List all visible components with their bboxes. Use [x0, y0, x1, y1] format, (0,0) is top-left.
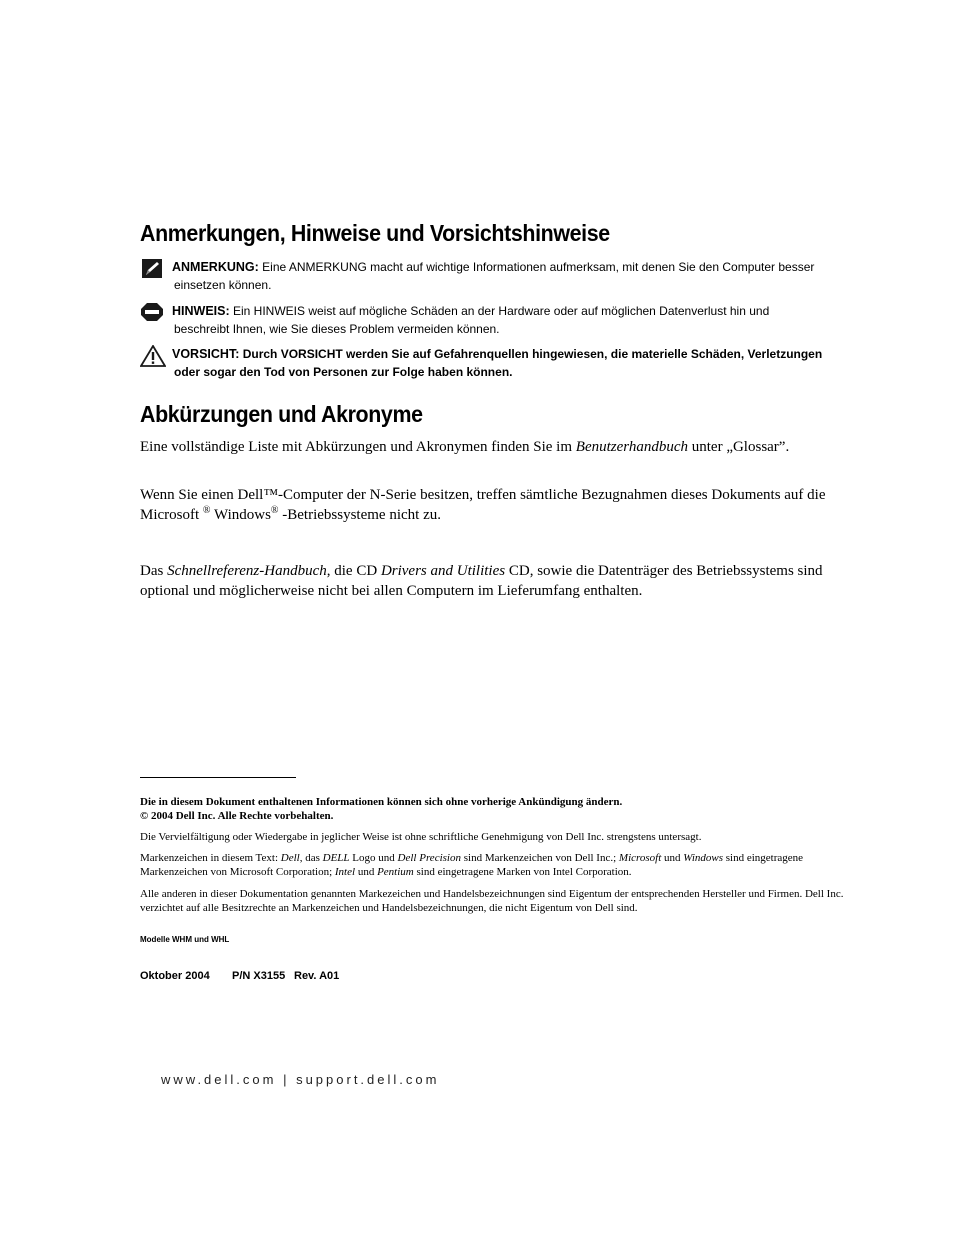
- caution-triangle-icon: [140, 345, 166, 367]
- paragraph-n-series: [140, 485, 845, 525]
- section-heading-notes: Anmerkungen, Hinweise und Vorsichtshinweise: [140, 220, 610, 246]
- note-text-cont: oder sogar den Tod von Personen zur Folge haben können.: [174, 365, 513, 379]
- text-run-italic: DELL: [322, 852, 350, 864]
- note-text: Durch VORSICHT werden Sie auf Gefahrenquellen hingewiesen, die materielle Schäden, Verletzungen: [239, 347, 823, 361]
- text-run: -Betriebssysteme nicht zu.: [278, 507, 441, 523]
- note-hinweis: [140, 302, 845, 338]
- text-run: Das: [140, 563, 168, 579]
- part-number: P/N X3155: [232, 970, 286, 982]
- copyright-line: © 2004 Dell Inc. Alle Rechte vorbehalten.: [140, 810, 334, 822]
- legal-notice-change: [140, 795, 845, 823]
- legal-other-trademarks: Alle anderen in dieser Dokumentation genannten Markezeichen und Handelsbezeichnungen sind Eigentum der entsprechenden Hersteller und Firmen. Dell Inc. verzichtet auf alle Besitzrechte an Markenzeichen und Handelsbezeichnungen, die nicht Eigentum von Dell sind.: [140, 888, 844, 914]
- text-run-italic: Dell Precision: [397, 852, 461, 864]
- legal-reproduction: Die Vervielfältigung oder Wiedergabe in jeglicher Weise ist ohne schriftliche Genehmigung von Dell Inc. strengstens untersagt.: [140, 831, 702, 843]
- text-run: und: [661, 852, 684, 864]
- notice-stop-icon: [140, 302, 166, 324]
- text-run-italic: Microsoft: [618, 852, 662, 864]
- note-label: VORSICHT:: [172, 347, 240, 361]
- text-run: Die in diesem Dokument enthaltenen Informationen können sich ohne vorherige Ankündigung ändern.: [140, 796, 623, 808]
- note-text-cont: einsetzen können.: [174, 278, 272, 292]
- legal-separator-rule: [140, 777, 296, 778]
- note-text: Ein HINWEIS weist auf mögliche Schäden an der Hardware oder auf möglichen Datenverlust hin und: [229, 304, 770, 318]
- registered-mark: ®: [270, 505, 279, 516]
- legal-trademarks: [140, 851, 845, 879]
- pencil-note-icon: [140, 258, 166, 280]
- note-text-cont: beschreibt Ihnen, wie Sie dieses Problem vermeiden können.: [174, 322, 500, 336]
- section-heading-abbreviations: Abkürzungen und Akronyme: [140, 401, 423, 427]
- note-vorsicht: [140, 345, 845, 381]
- registered-mark: ®: [202, 505, 211, 516]
- text-run: sind Markenzeichen von Dell Inc.;: [460, 852, 619, 864]
- revision: Rev. A01: [294, 970, 340, 982]
- note-text: Eine ANMERKUNG macht auf wichtige Informationen aufmerksam, mit denen Sie den Computer besser: [258, 260, 815, 274]
- paragraph-optional-media: [140, 561, 845, 601]
- text-run: CD, sowie die Datenträger des Betriebssystems sind optional und möglicherweise nicht bei allen Computern im Lieferumfang enthalten.: [140, 563, 823, 599]
- text-run: und: [355, 866, 378, 878]
- text-run: , das: [299, 852, 323, 864]
- text-run-italic: Intel: [334, 866, 356, 878]
- text-run-italic: Dell: [280, 852, 300, 864]
- text-run: Eine vollständige Liste mit Abkürzungen und Akronymen finden Sie im: [140, 439, 576, 455]
- text-run: Wenn Sie einen Dell™-Computer der N-Serie besitzen, treffen sämtliche Bezugnahmen dieses Dokuments auf die Microsoft: [140, 487, 826, 523]
- publication-info: [140, 970, 339, 982]
- model-designation: Modelle WHM und WHL: [140, 935, 230, 944]
- footer-urls: www.dell.com | support.dell.com: [161, 1072, 440, 1087]
- text-run: , die CD: [326, 563, 381, 579]
- note-label: HINWEIS:: [172, 304, 230, 318]
- text-run-italic: Pentium: [377, 866, 414, 878]
- text-run: unter „Glossar”.: [688, 439, 790, 455]
- text-run-italic: Schnellreferenz-Handbuch: [167, 563, 327, 579]
- text-run: sind eingetragene Markenzeichen von Microsoft Corporation;: [140, 852, 804, 878]
- text-run: Markenzeichen in diesem Text:: [140, 852, 281, 864]
- text-run-italic: Windows: [683, 852, 724, 864]
- paragraph-glossary: [140, 437, 845, 457]
- note-anmerkung: [140, 258, 845, 294]
- note-label: ANMERKUNG:: [172, 260, 259, 274]
- text-run-italic: Drivers and Utilities: [380, 563, 506, 579]
- publication-date: Oktober 2004: [140, 970, 210, 982]
- text-run: Logo und: [349, 852, 398, 864]
- text-run: Windows: [210, 507, 271, 523]
- text-run: sind eingetragene Marken von Intel Corporation.: [413, 866, 632, 878]
- text-run-italic: Benutzerhandbuch: [575, 439, 688, 455]
